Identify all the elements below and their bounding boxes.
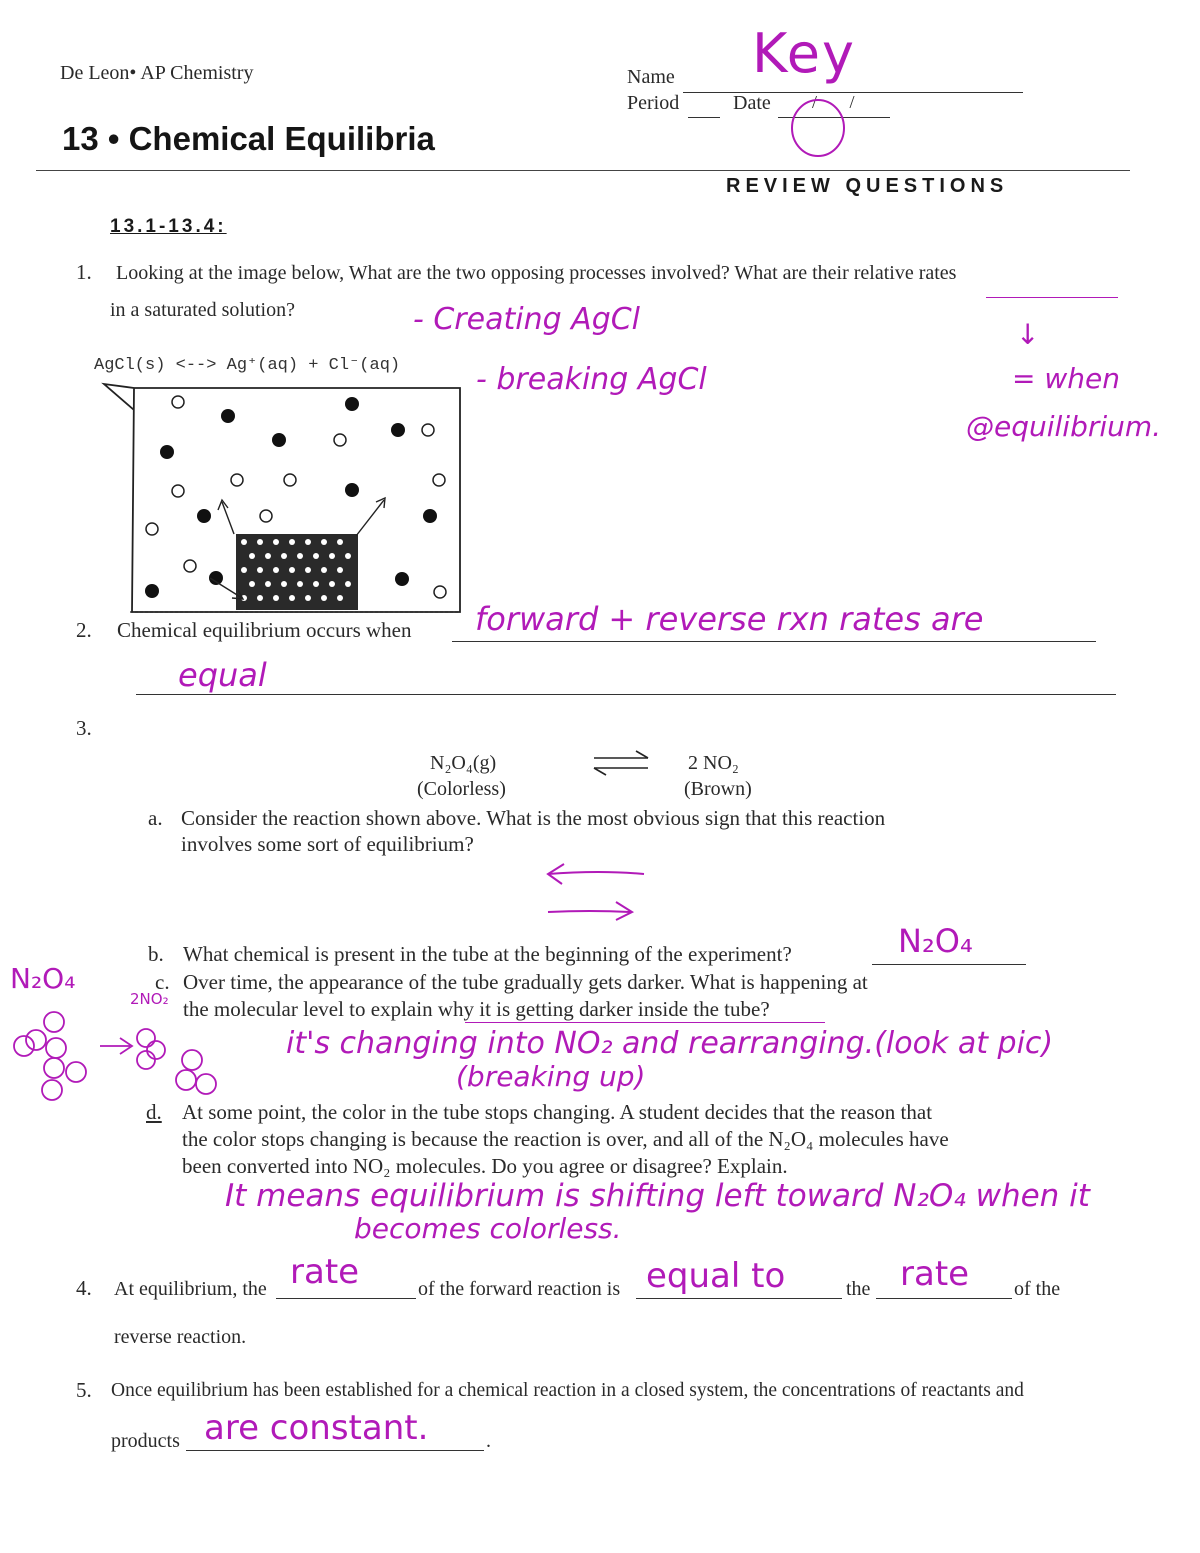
course-label: De Leon• AP Chemistry [60,62,254,84]
q2-answer-line2 [136,694,1116,695]
q3c-answer-2: (breaking up) [456,1060,646,1093]
q1-solubility-diagram [94,376,464,616]
date-label: Date [733,92,771,114]
title-divider [36,170,1130,171]
q3-product: 2 NO₂ [688,752,739,774]
q5-answer: are constant. [204,1408,429,1448]
q3c-label: c. [155,970,170,994]
q1-text-line2: in a saturated solution? [110,299,295,321]
equilibrium-arrows-icon [588,748,654,778]
q5-text-line1: Once equilibrium has been established for a chemical reaction in a closed system, the concentrations of reactants and [111,1380,1024,1401]
q3d-line3: been converted into NO₂ molecules. Do you agree or disagree? Explain. [182,1154,788,1178]
q3a-line2: involves some sort of equilibrium? [181,832,474,856]
q1-underline-mark [986,297,1118,298]
q3b-answer-line [872,964,1026,965]
q3a-label: a. [148,806,163,830]
q1-answer-4: = when [1012,362,1120,395]
q1-answer-5: @equilibrium. [966,410,1162,443]
q2-answer-line1 [452,641,1096,642]
q4-text-1: At equilibrium, the [114,1278,267,1300]
q4-text-2: of the forward reaction is [418,1278,621,1300]
name-label: Name [627,66,675,88]
page-subtitle: REVIEW QUESTIONS [726,175,1009,197]
q3a-line1: Consider the reaction shown above. What is the most obvious sign that this reaction [181,806,886,830]
q1-text-line1: Looking at the image below, What are the two opposing processes involved? What are their relative rates [116,262,957,284]
q4-answer-3: rate [900,1254,970,1294]
page-title: 13 • Chemical Equilibria [62,120,435,157]
q4-text-4: of the [1014,1278,1061,1300]
period-field-line [688,117,720,118]
q3d-label: d. [146,1100,162,1124]
q1-answer-2: - breaking AgCl [476,362,707,397]
q4-number: 4. [76,1276,92,1300]
q3-product-note: (Brown) [684,778,752,800]
q4-blank-2 [636,1298,842,1299]
q1-answer-3: ↓ [1016,318,1040,351]
q3c-answer-1: it's changing into NO₂ and rearranging.(look at pic) [286,1026,1054,1061]
q3c-line1: Over time, the appearance of the tube gradually gets darker. What is happening at [183,970,868,994]
q3c-molecule-sketch [6,1010,246,1106]
q3d-answer-2: becomes colorless. [354,1212,622,1245]
q5-answer-line [186,1450,484,1451]
agcl-solid-lattice [236,534,358,610]
q1-number: 1. [76,260,92,284]
q2-number: 2. [76,618,92,642]
q3d-answer-1: It means equilibrium is shifting left toward N₂O₄ when it [225,1178,1090,1214]
date-value: / / [812,92,869,112]
q5-period: . [486,1430,491,1452]
q2-answer-2: equal [178,656,267,694]
q5-text-line2: products [111,1430,180,1452]
q3-reactant: N₂O₄(g) [430,752,497,774]
q3-number: 3. [76,716,92,740]
q3b-label: b. [148,942,164,966]
q3a-answer-arrows-mark [540,858,650,928]
q3d-line1: At some point, the color in the tube stops changing. A student decides that the reason that [182,1100,933,1124]
name-value: Key [752,22,856,85]
q3c-margin-2: 2NO₂ [130,990,169,1008]
q3-reactant-note: (Colorless) [417,778,506,800]
q1-answer-1: - Creating AgCl [413,302,641,337]
q3b-text: What chemical is present in the tube at the beginning of the experiment? [183,942,792,966]
q2-answer-1: forward + reverse rxn rates are [475,600,984,638]
q4-blank-3 [876,1298,1012,1299]
period-label: Period [627,92,680,114]
q3b-answer: N₂O₄ [898,922,973,960]
q3d-line2: the color stops changing is because the reaction is over, and all of the N₂O₄ molecules have [182,1127,949,1151]
q4-text-5: reverse reaction. [114,1326,247,1348]
q4-answer-1: rate [290,1252,360,1292]
q3c-margin-1: N₂O₄ [10,962,76,995]
q1-equation: AgCl(s) <--> Ag⁺(aq) + Cl⁻(aq) [94,356,401,375]
date-circle-mark [780,92,860,162]
section-heading: 13.1-13.4: [110,216,227,237]
q2-text: Chemical equilibrium occurs when [117,618,412,642]
q5-number: 5. [76,1378,92,1402]
q4-answer-2: equal to [646,1256,786,1296]
q3c-line2: the molecular level to explain why it is getting darker inside the tube? [183,997,770,1021]
q4-blank-1 [276,1298,416,1299]
q3c-underline-mark [465,1022,825,1023]
q4-text-3: the [846,1278,871,1300]
